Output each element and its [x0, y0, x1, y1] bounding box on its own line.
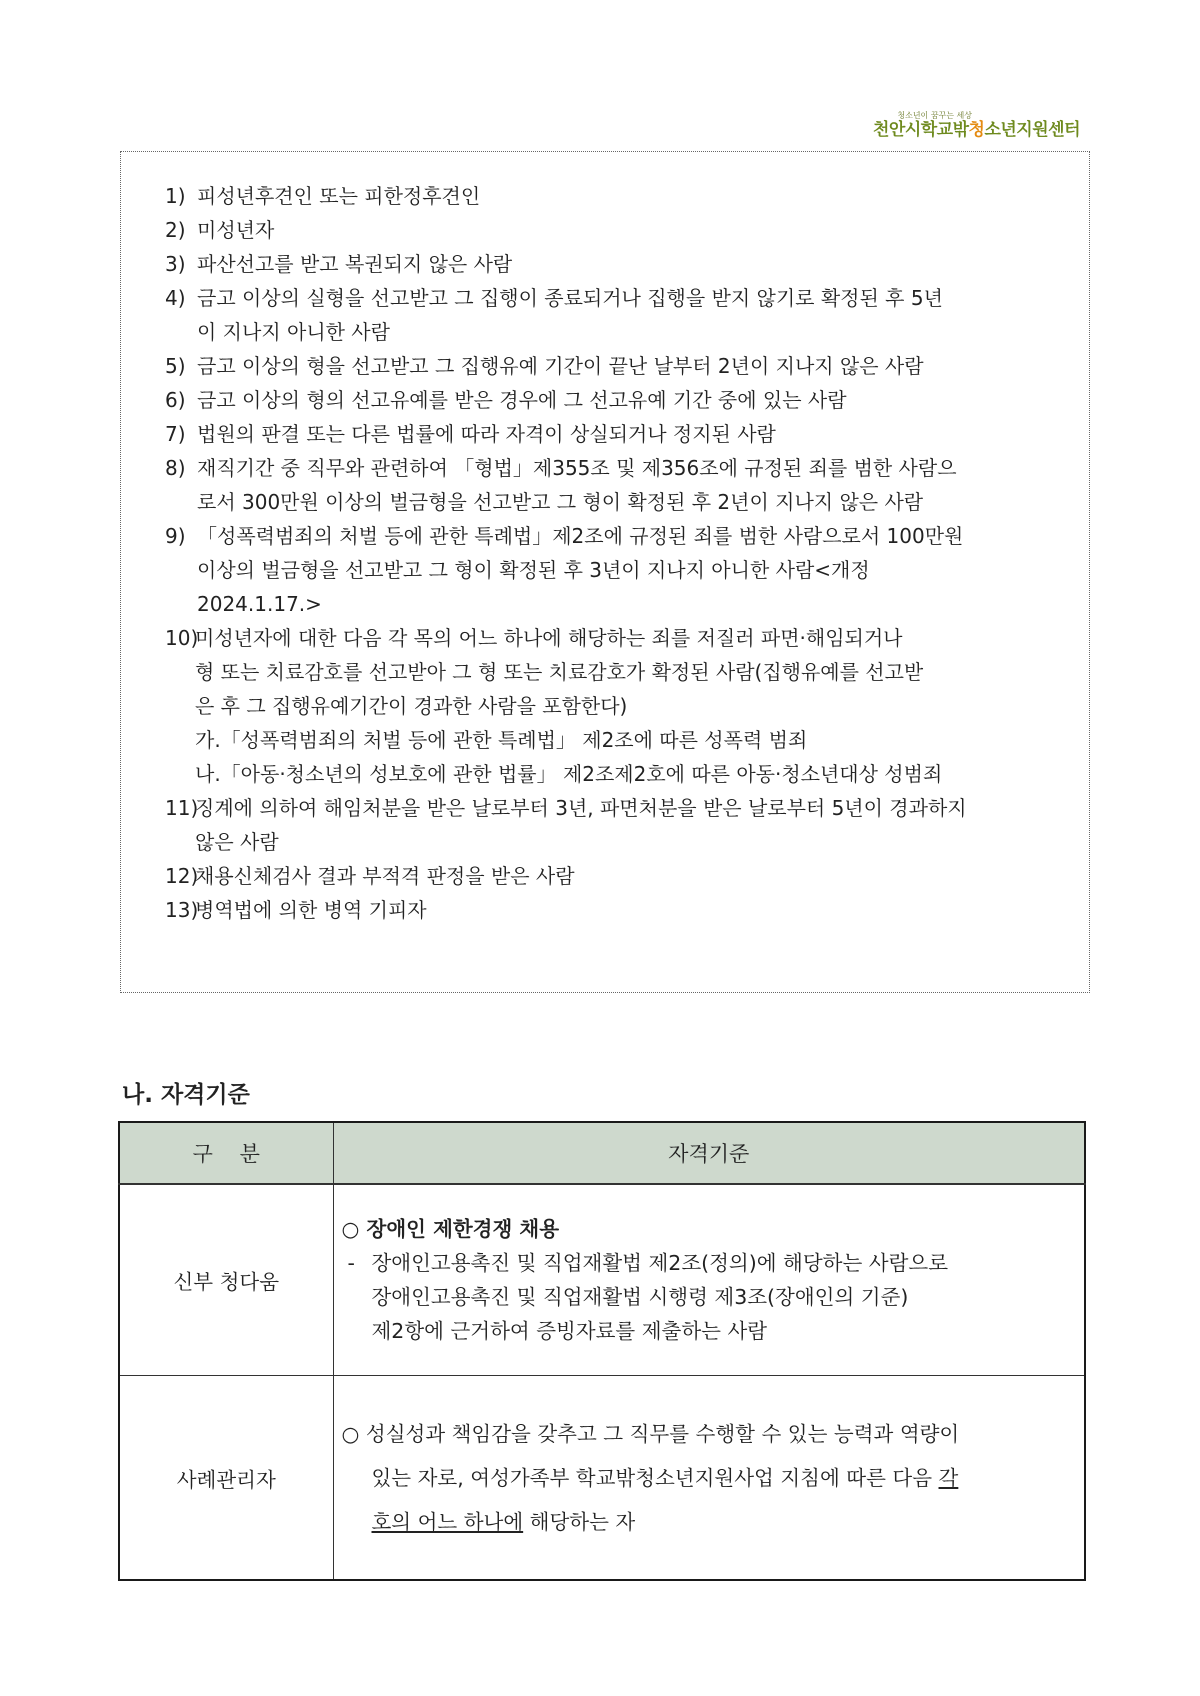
item-line: 금고 이상의 형을 선고받고 그 집행유예 기간이 끝난 날부터 2년이 지나지 않은 사람 [197, 354, 924, 378]
dash-mark: - [347, 1251, 355, 1275]
list-item [165, 349, 1047, 383]
criteria-line: 장애인고용촉진 및 직업재활법 시행령 제3조(장애인의 기준) [371, 1285, 909, 1309]
logo-tagline: 청소년이 꿈꾸는 세상 [897, 111, 972, 120]
row-category: 신부 청다움 [119, 1184, 333, 1376]
item-line: 파산선고를 받고 복권되지 않은 사람 [197, 252, 513, 276]
list-item [165, 247, 1047, 281]
row-criteria [333, 1184, 1085, 1376]
item-number: 2) [165, 218, 186, 242]
list-item [165, 519, 1047, 621]
list-item [165, 213, 1047, 247]
table-row [119, 1376, 1085, 1581]
item-number: 6) [165, 388, 186, 412]
criteria-paragraph [342, 1412, 1083, 1544]
row-category: 사례관리자 [119, 1376, 333, 1581]
criteria-continuation [342, 1500, 1083, 1544]
table-header-row [119, 1122, 1085, 1184]
item-line: 가.「성폭력범죄의 처벌 등에 관한 특례법」 제2조에 따른 성폭력 범죄 [195, 728, 808, 752]
criteria-text: 있는 자로, 여성가족부 학교밖청소년지원사업 지침에 따른 다음 [371, 1465, 939, 1490]
item-line: 미성년자 [197, 218, 275, 242]
item-line: 피성년후견인 또는 피한정후견인 [197, 184, 481, 208]
header-criteria: 자격기준 [333, 1122, 1085, 1184]
item-number: 12) [165, 864, 199, 888]
item-line: 금고 이상의 형의 선고유예를 받은 경우에 그 선고유예 기간 중에 있는 사람 [197, 388, 847, 412]
item-number: 13) [165, 898, 199, 922]
criteria-text: 해당하는 자 [523, 1509, 636, 1534]
disqualification-list [165, 179, 1047, 927]
item-line: 법원의 판결 또는 다른 법률에 따라 자격이 상실되거나 정지된 사람 [197, 422, 776, 446]
item-line: 2024.1.17.> [197, 592, 322, 616]
logo-name-part-c: 소년지원센터 [984, 120, 1080, 140]
dash-line [342, 1246, 1083, 1280]
underlined-text: 호의 어느 하나에 [371, 1509, 524, 1534]
item-line: 로서 300만원 이상의 벌금형을 선고받고 그 형이 확정된 후 2년이 지나지 않은 사람 [197, 490, 924, 514]
list-item [165, 417, 1047, 451]
criteria-line: 제2항에 근거하여 증빙자료를 제출하는 사람 [371, 1319, 768, 1343]
item-line: 이 지나지 아니한 사람 [197, 320, 390, 344]
logo-name [873, 122, 1080, 139]
item-line: 은 후 그 집행유예기간이 경과한 사람을 포함한다) [195, 694, 628, 718]
item-line: 병역법에 의한 병역 기피자 [195, 898, 427, 922]
item-line: 형 또는 치료감호를 선고받아 그 형 또는 치료감호가 확정된 사람(집행유예를 선고받 [195, 660, 924, 684]
bullet-heading: ○ 장애인 제한경쟁 채용 [341, 1217, 560, 1241]
item-line: 징계에 의하여 해임처분을 받은 날로부터 3년, 파면처분을 받은 날로부터 5년이 경과하지 [195, 796, 967, 820]
list-item [165, 179, 1047, 213]
center-logo [873, 112, 1080, 139]
item-number: 4) [165, 286, 186, 310]
criteria-text: ○ 성실성과 책임감을 갖추고 그 직무를 수행할 수 있는 능력과 역량이 [341, 1421, 960, 1446]
section-title: 나. 자격기준 [122, 1082, 250, 1108]
list-item [165, 281, 1047, 349]
item-number: 8) [165, 456, 186, 480]
item-line: 금고 이상의 실형을 선고받고 그 집행이 종료되거나 집행을 받지 않기로 확정된 후 5년 [197, 286, 943, 310]
item-line: 재직기간 중 직무와 관련하여 「형법」제355조 및 제356조에 규정된 죄를 범한 사람으 [197, 456, 957, 480]
list-item [165, 893, 1047, 927]
item-number: 1) [165, 184, 186, 208]
list-item [165, 621, 1047, 791]
underlined-text: 각 [938, 1465, 959, 1490]
logo-name-part-a: 천안시학교밖 [872, 120, 969, 140]
criteria-line: 장애인고용촉진 및 직업재활법 제2조(정의)에 해당하는 사람으로 [371, 1251, 948, 1275]
item-number: 10) [165, 626, 199, 650]
item-line: 「성폭력범죄의 처벌 등에 관한 특례법」제2조에 규정된 죄를 범한 사람으로서 100만원 [197, 524, 964, 548]
item-line: 않은 사람 [195, 830, 279, 854]
item-number: 11) [165, 796, 199, 820]
qualification-table [118, 1121, 1086, 1581]
item-number: 7) [165, 422, 186, 446]
list-item [165, 383, 1047, 417]
list-item [165, 791, 1047, 859]
item-line: 채용신체검사 결과 부적격 판정을 받은 사람 [195, 864, 575, 888]
item-number: 9) [165, 524, 186, 548]
table-row [119, 1184, 1085, 1376]
item-line: 이상의 벌금형을 선고받고 그 형이 확정된 후 3년이 지나지 아니한 사람<개정 [197, 558, 870, 582]
list-item [165, 451, 1047, 519]
row-criteria [333, 1376, 1085, 1581]
list-item [165, 859, 1047, 893]
item-line: 미성년자에 대한 다음 각 목의 어느 하나에 해당하는 죄를 저질러 파면·해임되거나 [195, 626, 903, 650]
item-line: 나.「아동·청소년의 성보호에 관한 법률」 제2조제2호에 따른 아동·청소년대상 성범죄 [195, 762, 943, 786]
logo-name-part-b: 청 [968, 120, 985, 140]
item-number: 3) [165, 252, 186, 276]
disqualification-box [120, 151, 1090, 993]
criteria-continuation [342, 1456, 1083, 1500]
header-category: 구 분 [119, 1122, 333, 1184]
item-number: 5) [165, 354, 186, 378]
